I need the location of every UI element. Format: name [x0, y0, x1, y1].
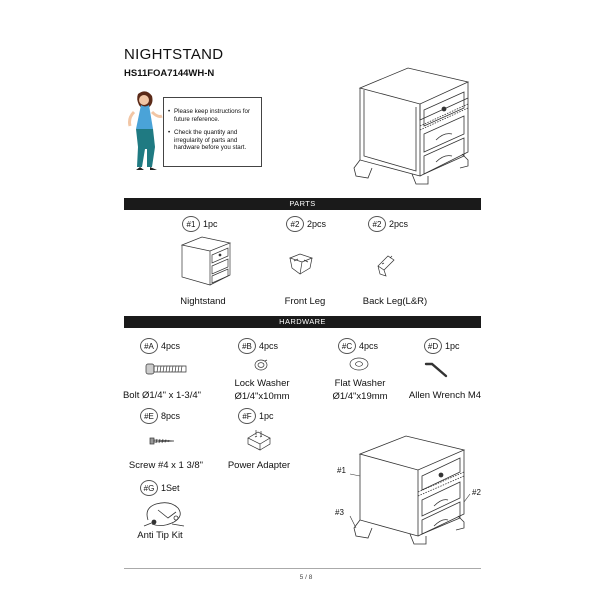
hardware-label: Power Adapter	[227, 460, 291, 471]
part-label: Nightstand	[180, 296, 226, 307]
hardware-label: Flat Washer	[334, 378, 386, 389]
hardware-label: Lock Washer	[234, 378, 290, 389]
assembly-diagram	[346, 430, 476, 550]
nightstand-icon	[178, 233, 234, 287]
callout-3: #3	[335, 508, 344, 517]
hardware-label: Bolt Ø1/4" x 1-3/4"	[122, 390, 202, 401]
hardware-tag: #F 1pc	[238, 408, 274, 424]
hardware-section-header: HARDWARE	[124, 316, 481, 328]
lock-washer-icon	[253, 358, 269, 372]
hardware-tag: #A 4pcs	[140, 338, 180, 354]
allen-wrench-icon	[424, 360, 450, 380]
page-number: 5 / 8	[299, 574, 313, 581]
page-title: NIGHTSTAND	[124, 46, 224, 63]
hardware-size: Ø1/4"x10mm	[234, 391, 290, 402]
hardware-tag: #G 1Set	[140, 480, 180, 496]
flat-washer-icon	[348, 356, 370, 372]
parts-section-header: PARTS	[124, 198, 481, 210]
hardware-tag: #E 8pcs	[140, 408, 180, 424]
power-adapter-icon	[246, 428, 272, 452]
callout-2: #2	[472, 488, 481, 497]
part-label: Front Leg	[284, 296, 326, 307]
note-item: • Check the quantity and irregularity of parts and hardware before you start.	[168, 129, 247, 152]
anti-tip-kit-icon	[142, 496, 188, 530]
hardware-label: Screw #4 x 1 3/8"	[128, 460, 204, 471]
model-number: HS11FOA7144WH-N	[124, 68, 215, 79]
woman-illustration	[124, 90, 164, 172]
part-tag: #2 2pcs	[286, 216, 326, 232]
hardware-tag: #B 4pcs	[238, 338, 278, 354]
footer-divider	[124, 568, 481, 569]
hardware-label: Allen Wrench M4	[408, 390, 482, 401]
hardware-size: Ø1/4"x19mm	[332, 391, 388, 402]
bolt-icon	[146, 362, 188, 376]
hardware-tag: #C 4pcs	[338, 338, 378, 354]
part-tag: #1 1pc	[182, 216, 218, 232]
hardware-tag: #D 1pc	[424, 338, 460, 354]
screw-icon	[150, 436, 176, 446]
nightstand-drawing	[350, 60, 475, 185]
part-label: Back Leg(L&R)	[362, 296, 428, 307]
note-item: • Please keep instructions for future reference.	[168, 108, 251, 123]
hardware-label: Anti Tip Kit	[137, 530, 183, 541]
part-tag: #2 2pcs	[368, 216, 408, 232]
front-leg-icon	[288, 252, 314, 278]
back-leg-icon	[374, 252, 398, 278]
callout-1: #1	[337, 466, 346, 475]
